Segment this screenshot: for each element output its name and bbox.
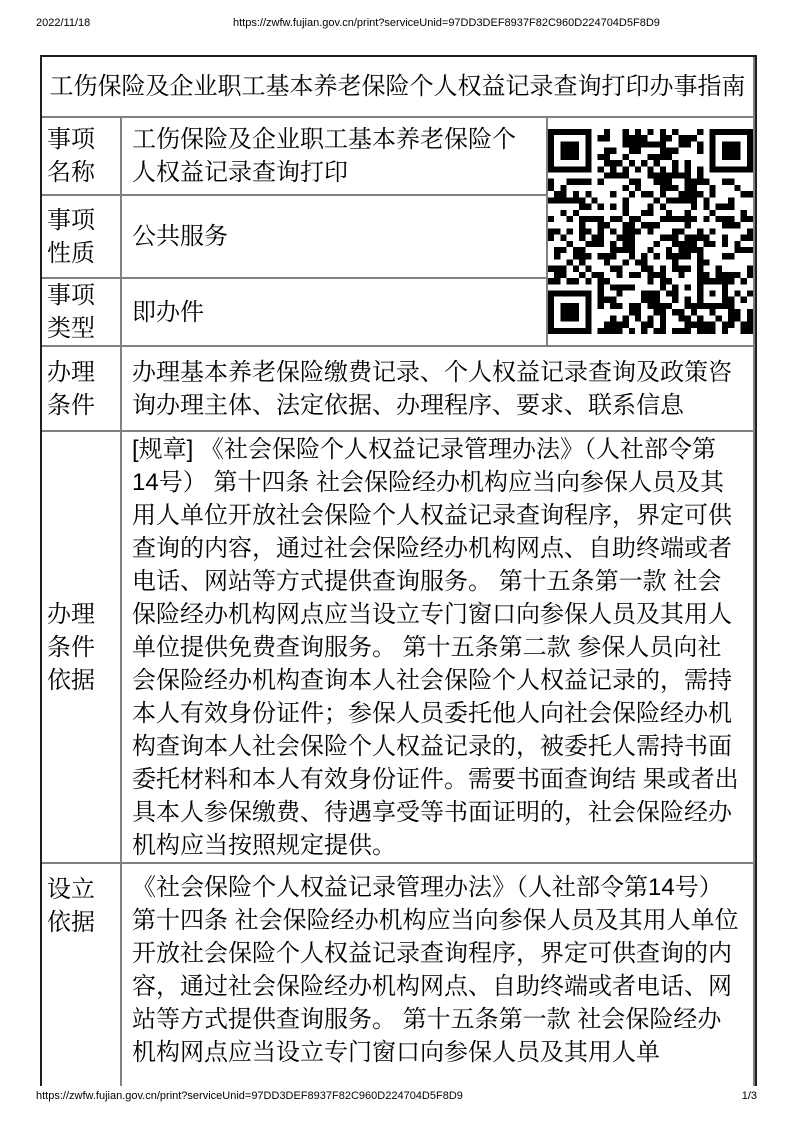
qr-cell — [548, 118, 755, 347]
row-label-item-name: 事项名称 — [42, 118, 122, 196]
print-header-url: https://zwfw.fujian.gov.cn/print?serviceUnid=97DD3DEF8937F82C960D224704D5F8D9 — [233, 17, 660, 29]
table-row-item-name — [42, 118, 755, 196]
table-row-condition-basis — [42, 432, 755, 864]
row-value-item-name: 工伤保险及企业职工基本养老保险个人权益记录查询打印 — [122, 118, 548, 196]
service-guide-table — [40, 55, 757, 1086]
table-row-establishment-basis — [42, 864, 755, 1086]
clipped-text-container: 《社会保险个人权益记录管理办法》（人社部令第14号）第十四条 社会保险经办机构应当向参保人员及其用人单位开放社会保险个人权益记录查询程序，界定可供查询的内容，通过社会保险经办机构网点、自助终端或者电话、网站等方式提供查询服务。 第十五条第一款 社会保险经办机构网点应当设立专门窗口向参保人员及其用人单 — [132, 874, 739, 1066]
row-label-condition-basis: 办理条件依据 — [42, 432, 122, 864]
row-value-item-type: 即办件 — [122, 279, 548, 347]
print-footer-page-indicator: 1/3 — [741, 1090, 757, 1102]
qr-code-icon — [548, 129, 753, 334]
print-footer-url: https://zwfw.fujian.gov.cn/print?serviceUnid=97DD3DEF8937F82C960D224704D5F8D9 — [36, 1090, 463, 1102]
print-header-date: 2022/11/18 — [36, 17, 91, 29]
table-row-conditions — [42, 347, 755, 432]
row-label-establishment-basis: 设立依据 — [42, 864, 122, 1086]
row-label-item-nature: 事项性质 — [42, 196, 122, 279]
table-title-row — [42, 57, 755, 118]
row-value-condition-basis: [规章] 《社会保险个人权益记录管理办法》（人社部令第14号） 第十四条 社会保险经办机构应当向参保人员及其用人单位开放社会保险个人权益记录查询程序，界定可供查询的内容，通过社会保险经办机构网点、自助终端或者电话、网站等方式提供查询服务。 第十五条第一款 社会保险经办机构网点应当设立专门窗口向参保人员及其用人单位提供免费查询服务。 第十五条第二款 参保人员向社会保险经办机构查询本人社会保险个人权益记录的，需持本人有效身份证件；参保人员委托他人向社会保险经办机构查询本人社会保险个人权益记录的，被委托人需持书面委托材料和本人有效身份证件。需要书面查询结 果或者出具本人参保缴费、待遇享受等书面证明的，社会保险经办机构应当按照规定提供。 — [122, 432, 755, 864]
row-value-item-nature: 公共服务 — [122, 196, 548, 279]
row-label-item-type: 事项类型 — [42, 279, 122, 347]
row-value-conditions: 办理基本养老保险缴费记录、个人权益记录查询及政策咨询办理主体、法定依据、办理程序、要求、联系信息 — [122, 347, 755, 432]
row-label-conditions: 办理条件 — [42, 347, 122, 432]
row-value-establishment-basis — [122, 864, 755, 1086]
page-title: 工伤保险及企业职工基本养老保险个人权益记录查询打印办事指南 — [42, 57, 755, 118]
